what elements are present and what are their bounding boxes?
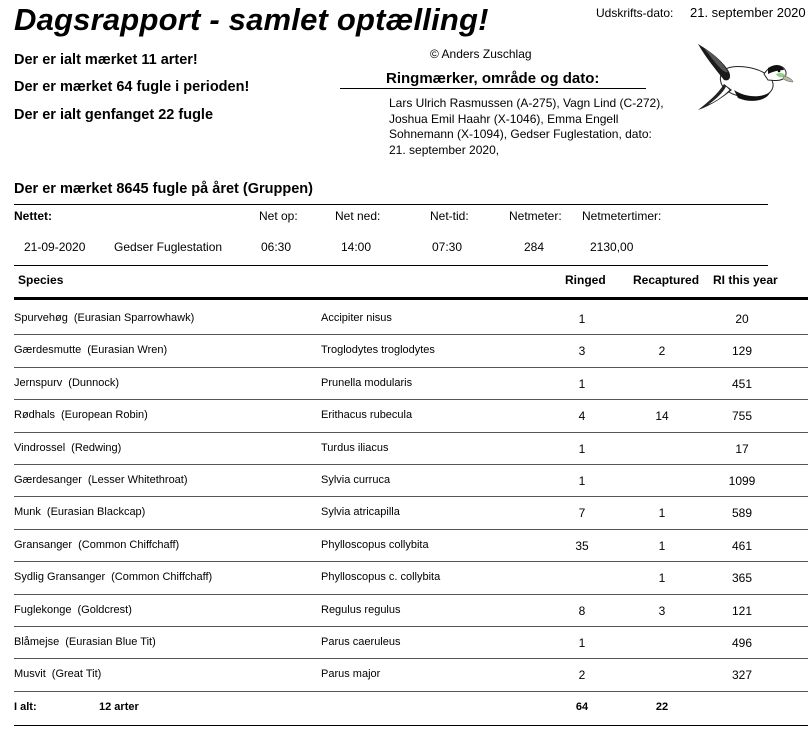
ringed-count: 4 xyxy=(578,409,586,424)
species-danish-name: Spurvehøg xyxy=(14,312,68,324)
recaptured-count: 1 xyxy=(658,506,666,521)
year-count: 589 xyxy=(731,506,753,521)
species-english-name: (European Robin) xyxy=(60,409,148,422)
species-english-name: (Lesser Whitethroat) xyxy=(87,474,188,486)
species-danish-name: Jernspurv xyxy=(14,376,63,389)
species-latin-name: Erithacus rubecula xyxy=(321,409,413,422)
species-danish-name: Sydlig Gransanger xyxy=(14,571,106,584)
species-english-name: (Redwing) xyxy=(71,441,122,454)
table-row xyxy=(0,562,808,594)
species-english-name: (Common Chiffchaff) xyxy=(111,571,213,584)
net-tid-value: 07:30 xyxy=(432,240,463,254)
species-latin-name: Regulus regulus xyxy=(321,603,401,616)
net-date: 21-09-2020 xyxy=(24,240,86,254)
recaptured-count: 3 xyxy=(658,603,666,618)
year-count: 1099 xyxy=(728,474,756,488)
year-count: 129 xyxy=(731,344,753,359)
species-latin-name: Troglodytes troglodytes xyxy=(321,344,435,357)
net-divider-top xyxy=(14,204,768,205)
year-total-summary: Der er mærket 8645 fugle på året (Gruppen) xyxy=(14,181,313,197)
year-count: 496 xyxy=(731,636,753,650)
netmetertimer-header: Netmetertimer: xyxy=(582,209,662,223)
ringed-count: 7 xyxy=(578,506,586,521)
table-divider-bottom xyxy=(14,725,808,726)
species-english-name: (Dunnock) xyxy=(68,376,120,389)
species-latin-name: Accipiter nisus xyxy=(321,312,392,324)
ringed-column-header: Ringed xyxy=(565,273,606,287)
summary-recaptured-count: Der er ialt genfanget 22 fugle xyxy=(14,107,214,123)
year-count: 121 xyxy=(731,603,753,618)
ringed-count: 3 xyxy=(578,344,586,359)
species-danish-name: Blåmejse xyxy=(14,636,60,648)
year-count: 17 xyxy=(735,441,749,456)
recaptured-count: 1 xyxy=(658,538,666,553)
ringed-count: 1 xyxy=(578,312,586,326)
report-title: Dagsrapport - samlet optælling! xyxy=(14,2,489,37)
table-row xyxy=(0,335,808,367)
ringed-count: 35 xyxy=(575,538,589,553)
species-english-name: (Eurasian Blackcap) xyxy=(46,506,146,519)
ringed-count: 1 xyxy=(578,636,586,650)
year-count: 755 xyxy=(731,409,753,424)
year-count: 365 xyxy=(731,571,753,586)
table-header-divider xyxy=(14,297,808,300)
table-row xyxy=(0,530,808,562)
table-row xyxy=(0,497,808,529)
species-latin-name: Parus major xyxy=(321,668,381,681)
species-column-header: Species xyxy=(18,273,64,287)
year-count: 461 xyxy=(731,538,753,553)
year-count: 20 xyxy=(735,312,749,326)
table-row xyxy=(0,627,808,659)
species-danish-name: Musvit xyxy=(14,668,46,681)
table-row xyxy=(0,659,808,691)
table-row xyxy=(0,303,808,335)
table-divider-top xyxy=(14,265,768,266)
species-danish-name: Gærdesanger xyxy=(14,474,82,486)
table-row xyxy=(0,595,808,627)
species-danish-name: Fuglekonge xyxy=(14,603,72,616)
netmeter-value: 284 xyxy=(524,240,545,254)
species-danish-name: Gærdesmutte xyxy=(14,344,82,357)
print-date: 21. september 2020 xyxy=(690,5,806,20)
species-danish-name: Rødhals xyxy=(14,409,55,422)
summary-species-count: Der er ialt mærket 11 arter! xyxy=(14,52,198,68)
species-latin-name: Parus caeruleus xyxy=(321,636,401,648)
table-row xyxy=(0,465,808,497)
species-english-name: (Great Tit) xyxy=(51,668,102,681)
ringed-count: 1 xyxy=(578,474,586,488)
species-danish-name: Vindrossel xyxy=(14,441,66,454)
ringed-count: 1 xyxy=(578,376,586,391)
ringer-divider xyxy=(340,88,646,89)
total-label: I alt: xyxy=(14,701,37,713)
net-label: Nettet: xyxy=(14,209,52,223)
print-date-label: Udskrifts-dato: xyxy=(596,6,674,20)
netmetertimer-value: 2130,00 xyxy=(590,240,634,254)
year-count: 327 xyxy=(731,668,753,683)
ringed-count: 8 xyxy=(578,603,586,618)
species-english-name: (Goldcrest) xyxy=(77,603,132,616)
ringer-heading: Ringmærker, område og dato: xyxy=(386,70,600,87)
net-op-value: 06:30 xyxy=(261,240,292,254)
species-latin-name: Phylloscopus collybita xyxy=(321,538,429,551)
year-column-header: RI this year xyxy=(713,273,778,287)
species-danish-name: Gransanger xyxy=(14,538,73,551)
recaptured-count: 14 xyxy=(655,409,669,424)
table-row xyxy=(0,433,808,465)
year-count: 451 xyxy=(731,376,753,391)
species-english-name: (Eurasian Sparrowhawk) xyxy=(73,312,195,324)
row-divider xyxy=(14,691,808,692)
total-ringed: 64 xyxy=(575,701,589,713)
recaptured-count: 2 xyxy=(658,344,666,359)
net-ned-header: Net ned: xyxy=(335,209,381,223)
ringed-count: 2 xyxy=(578,668,586,683)
ringed-count: 1 xyxy=(578,441,586,456)
netmeter-header: Netmeter: xyxy=(509,209,562,223)
species-latin-name: Sylvia curruca xyxy=(321,474,391,486)
recaptured-count: 1 xyxy=(658,571,666,586)
net-tid-header: Net-tid: xyxy=(430,209,469,223)
species-latin-name: Prunella modularis xyxy=(321,376,413,389)
table-row xyxy=(0,400,808,432)
species-danish-name: Munk xyxy=(14,506,41,519)
eider-duck-icon xyxy=(694,40,794,114)
summary-marked-count: Der er mærket 64 fugle i perioden! xyxy=(14,79,250,95)
species-latin-name: Turdus iliacus xyxy=(321,441,389,454)
species-latin-name: Sylvia atricapilla xyxy=(321,506,400,519)
net-ned-value: 14:00 xyxy=(341,240,372,254)
net-op-header: Net op: xyxy=(259,209,298,223)
species-english-name: (Eurasian Wren) xyxy=(87,344,168,357)
copyright-notice: © Anders Zuschlag xyxy=(430,47,532,61)
total-recaptured: 22 xyxy=(655,701,669,713)
total-species: 12 arter xyxy=(99,701,139,713)
species-english-name: (Eurasian Blue Tit) xyxy=(65,636,156,648)
species-english-name: (Common Chiffchaff) xyxy=(78,538,180,551)
species-latin-name: Phylloscopus c. collybita xyxy=(321,571,441,584)
net-station: Gedser Fuglestation xyxy=(114,240,223,254)
table-row xyxy=(0,368,808,400)
recaptured-column-header: Recaptured xyxy=(633,273,700,287)
ringer-details: Lars Ulrich Rasmussen (A-275), Vagn Lind (C-272), Joshua Emil Haahr (X-1046), Emma Engell Sohnemann (X-1094), Gedser Fuglestation, dato: 21. september 2020, xyxy=(389,96,664,157)
